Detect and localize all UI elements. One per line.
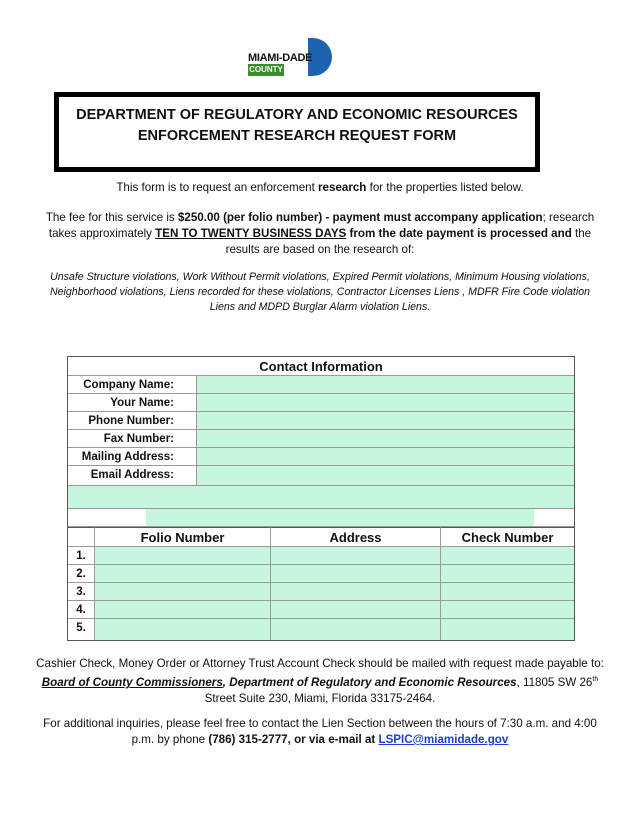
intro-text-end: for the properties listed below. [366, 181, 524, 194]
payee-department: , Department of Regulatory and Economic Resources [222, 675, 517, 689]
form-title: ENFORCEMENT RESEARCH REQUEST FORM [137, 128, 457, 144]
address-header: Address [271, 527, 441, 547]
email-address-field[interactable] [197, 466, 574, 486]
contact-text: For additional inquiries, please feel free to contact the Lien Section between the hours of 7:30 a.m. and 4:00 p.m. by phone [43, 717, 597, 746]
contact-info-header: Contact Information [68, 357, 574, 376]
check-field-3[interactable] [441, 583, 574, 601]
extra-field-2[interactable] [146, 509, 534, 526]
mailing-instructions [36, 656, 604, 707]
title-box [54, 92, 540, 172]
row-number-1: 1. [68, 547, 95, 565]
department-title: DEPARTMENT OF REGULATORY AND ECONOMIC RESOURCES [76, 107, 518, 123]
fee-text-end: the results are based on the research of: [225, 227, 592, 256]
check-field-1[interactable] [441, 547, 574, 565]
folio-field-3[interactable] [95, 583, 271, 601]
check-field-2[interactable] [441, 565, 574, 583]
extra-row-2 [68, 509, 574, 527]
phone-number-label: Phone Number: [68, 412, 197, 430]
fee-amount: $250.00 (per folio number) - payment must accompany application [177, 211, 543, 224]
row-number-2: 2. [68, 565, 95, 583]
your-name-field[interactable] [197, 394, 574, 412]
mailing-address-field[interactable] [197, 448, 574, 466]
intro-text: This form is to request an enforcement [116, 181, 319, 194]
intro-bold: research [318, 181, 367, 194]
address-field-4[interactable] [271, 601, 441, 619]
mailing-address-end: Street Suite 230, Miami, Florida 33175-2464. [204, 691, 436, 705]
row-number-4: 4. [68, 601, 95, 619]
fax-number-field[interactable] [197, 430, 574, 448]
fee-processing: from the date payment is processed and [346, 227, 572, 240]
row-number-5: 5. [68, 619, 95, 640]
company-name-label: Company Name: [68, 376, 197, 394]
email-address-label: Email Address: [68, 466, 197, 486]
folio-number-header: Folio Number [95, 527, 271, 547]
your-name-label: Your Name: [68, 394, 197, 412]
street-suffix: th [592, 676, 599, 683]
contact-phone: (786) 315-2777, or via e-mail at [208, 733, 379, 746]
intro-paragraph [36, 180, 604, 196]
payee-name: Board of County Commissioners [41, 675, 223, 689]
folio-field-1[interactable] [95, 547, 271, 565]
fee-text: The fee for this service is [45, 211, 178, 224]
fee-paragraph [36, 210, 604, 258]
address-field-2[interactable] [271, 565, 441, 583]
mailing-address-text: , 11805 SW 26 [516, 675, 593, 689]
request-form [67, 356, 575, 641]
folio-field-4[interactable] [95, 601, 271, 619]
logo-wordmark: MIAMI-DADE [248, 52, 313, 64]
check-field-4[interactable] [441, 601, 574, 619]
extra-field-1[interactable] [68, 486, 574, 509]
address-field-3[interactable] [271, 583, 441, 601]
check-number-header: Check Number [441, 527, 574, 547]
contact-email-link[interactable]: LSPIC@miamidade.gov [378, 733, 509, 746]
contact-paragraph [36, 716, 604, 748]
company-name-field[interactable] [197, 376, 574, 394]
miami-dade-logo [248, 38, 332, 78]
check-field-5[interactable] [441, 619, 574, 640]
violations-paragraph: Unsafe Structure violations, Work Without Permit violations, Expired Permit violations, Minimum Housing violations, Neighborhood violations, Liens recorded for these violations, Contractor Licenses Liens , MDFR Fire Code violation Liens and MDPD Burglar Alarm violation Liens. [50, 271, 590, 313]
address-field-5[interactable] [271, 619, 441, 640]
fee-text-2: ; research takes approximately [48, 211, 595, 240]
fee-duration: TEN TO TWENTY BUSINESS DAYS [155, 227, 347, 240]
address-field-1[interactable] [271, 547, 441, 565]
folio-header-spacer [68, 527, 95, 547]
mailing-text: Cashier Check, Money Order or Attorney Trust Account Check should be mailed with request made payable to: [36, 657, 604, 670]
folio-field-5[interactable] [95, 619, 271, 640]
mailing-address-label: Mailing Address: [68, 448, 197, 466]
logo-county-badge: COUNTY [249, 65, 283, 74]
fax-number-label: Fax Number: [68, 430, 197, 448]
folio-field-2[interactable] [95, 565, 271, 583]
row-number-3: 3. [68, 583, 95, 601]
phone-number-field[interactable] [197, 412, 574, 430]
